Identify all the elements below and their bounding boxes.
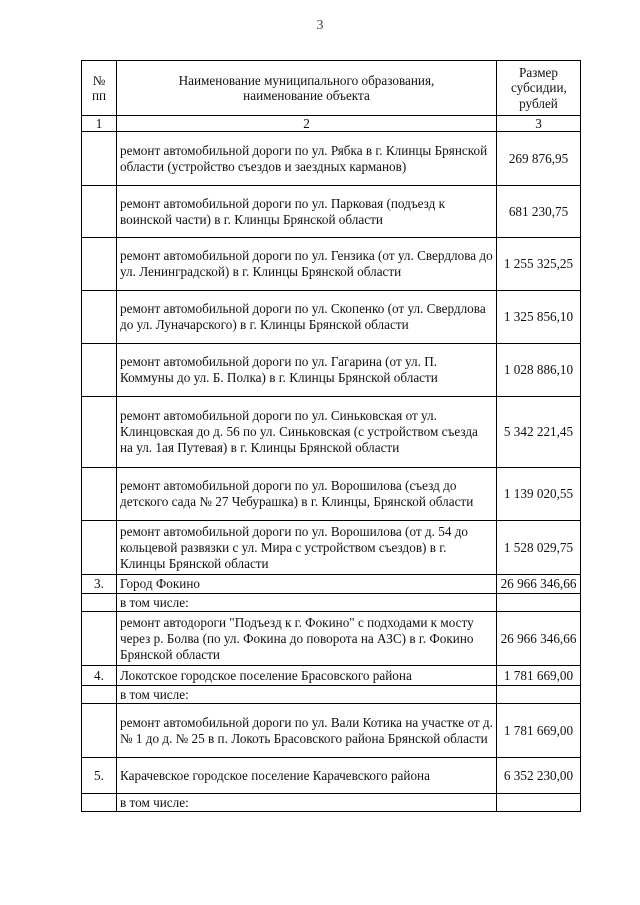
row-amount (497, 686, 581, 704)
row-amount (497, 794, 581, 812)
index-cell: 2 (117, 116, 497, 132)
row-name: ремонт автомобильной дороги по ул. Ворошилова (от д. 54 до кольцевой развязки с ул. Мира с устройством съездов) в г. Клинцы Брянской области (117, 521, 497, 575)
row-number (82, 132, 117, 186)
header-number: № пп (82, 61, 117, 116)
row-name: в том числе: (117, 594, 497, 612)
row-name: Локотское городское поселение Брасовского района (117, 666, 497, 686)
row-number (82, 291, 117, 344)
row-name: ремонт автомобильной дороги по ул. Синьковская от ул. Клинцовская до д. 56 по ул. Синьковская (с устройством съезда на ул. 1ая Путевая) в г. Клинцы Брянской области (117, 397, 497, 468)
table-header-row (82, 61, 581, 116)
table-row (82, 238, 581, 291)
row-name: в том числе: (117, 686, 497, 704)
table-row (82, 594, 581, 612)
row-number (82, 594, 117, 612)
row-amount: 5 342 221,45 (497, 397, 581, 468)
row-number (82, 612, 117, 666)
table-row (82, 794, 581, 812)
table-row (82, 575, 581, 594)
table-row (82, 186, 581, 238)
row-name: ремонт автомобильной дороги по ул. Гагарина (от ул. П. Коммуны до ул. Б. Полка) в г. Клинцы Брянской области (117, 344, 497, 397)
table-index-row (82, 116, 581, 132)
row-amount: 1 325 856,10 (497, 291, 581, 344)
table-row (82, 758, 581, 794)
row-amount: 1 028 886,10 (497, 344, 581, 397)
row-number (82, 686, 117, 704)
row-number (82, 397, 117, 468)
row-amount: 1 528 029,75 (497, 521, 581, 575)
row-number: 4. (82, 666, 117, 686)
row-amount: 26 966 346,66 (497, 575, 581, 594)
row-amount: 681 230,75 (497, 186, 581, 238)
row-number: 3. (82, 575, 117, 594)
row-amount: 269 876,95 (497, 132, 581, 186)
row-amount: 1 781 669,00 (497, 666, 581, 686)
row-name: Город Фокино (117, 575, 497, 594)
row-name: ремонт автомобильной дороги по ул. Парковая (подъезд к воинской части) в г. Клинцы Брянской области (117, 186, 497, 238)
page-number: 3 (316, 18, 324, 33)
row-name: ремонт автомобильной дороги по ул. Скопенко (от ул. Свердлова до ул. Луначарского) в г. Клинцы Брянской области (117, 291, 497, 344)
row-number (82, 186, 117, 238)
table-row (82, 666, 581, 686)
row-amount: 26 966 346,66 (497, 612, 581, 666)
row-number (82, 794, 117, 812)
index-cell: 3 (497, 116, 581, 132)
index-cell: 1 (82, 116, 117, 132)
table-row (82, 397, 581, 468)
table-row (82, 132, 581, 186)
header-name: Наименование муниципального образования, наименование объекта (117, 61, 497, 116)
row-name: ремонт автомобильной дороги по ул. Вали Котика на участке от д. № 1 до д. № 25 в п. Локоть Брасовского района Брянской области (117, 704, 497, 758)
row-name: ремонт автомобильной дороги по ул. Рябка в г. Клинцы Брянской области (устройство съездов и заездных карманов) (117, 132, 497, 186)
row-amount: 6 352 230,00 (497, 758, 581, 794)
row-number (82, 468, 117, 521)
row-number (82, 238, 117, 291)
row-number (82, 704, 117, 758)
table-row (82, 686, 581, 704)
row-number (82, 521, 117, 575)
table-row (82, 521, 581, 575)
row-name: ремонт автомобильной дороги по ул. Гензика (от ул. Свердлова до ул. Ленинградской) в г. Клинцы Брянской области (117, 238, 497, 291)
row-name: ремонт автодороги "Подъезд к г. Фокино" с подходами к мосту через р. Болва (по ул. Фокина до поворота на АЗС) в г. Фокино Брянской области (117, 612, 497, 666)
row-name: ремонт автомобильной дороги по ул. Ворошилова (съезд до детского сада № 27 Чебурашка) в г. Клинцы, Брянской области (117, 468, 497, 521)
table-row (82, 704, 581, 758)
table-row (82, 612, 581, 666)
table-row (82, 468, 581, 521)
row-name: Карачевское городское поселение Карачевского района (117, 758, 497, 794)
row-number: 5. (82, 758, 117, 794)
row-number (82, 344, 117, 397)
table-row (82, 344, 581, 397)
row-amount: 1 139 020,55 (497, 468, 581, 521)
table-row (82, 291, 581, 344)
row-name: в том числе: (117, 794, 497, 812)
row-amount (497, 594, 581, 612)
row-amount: 1 781 669,00 (497, 704, 581, 758)
header-amount: Размер субсидии, рублей (497, 61, 581, 116)
row-amount: 1 255 325,25 (497, 238, 581, 291)
subsidy-table (81, 60, 581, 812)
